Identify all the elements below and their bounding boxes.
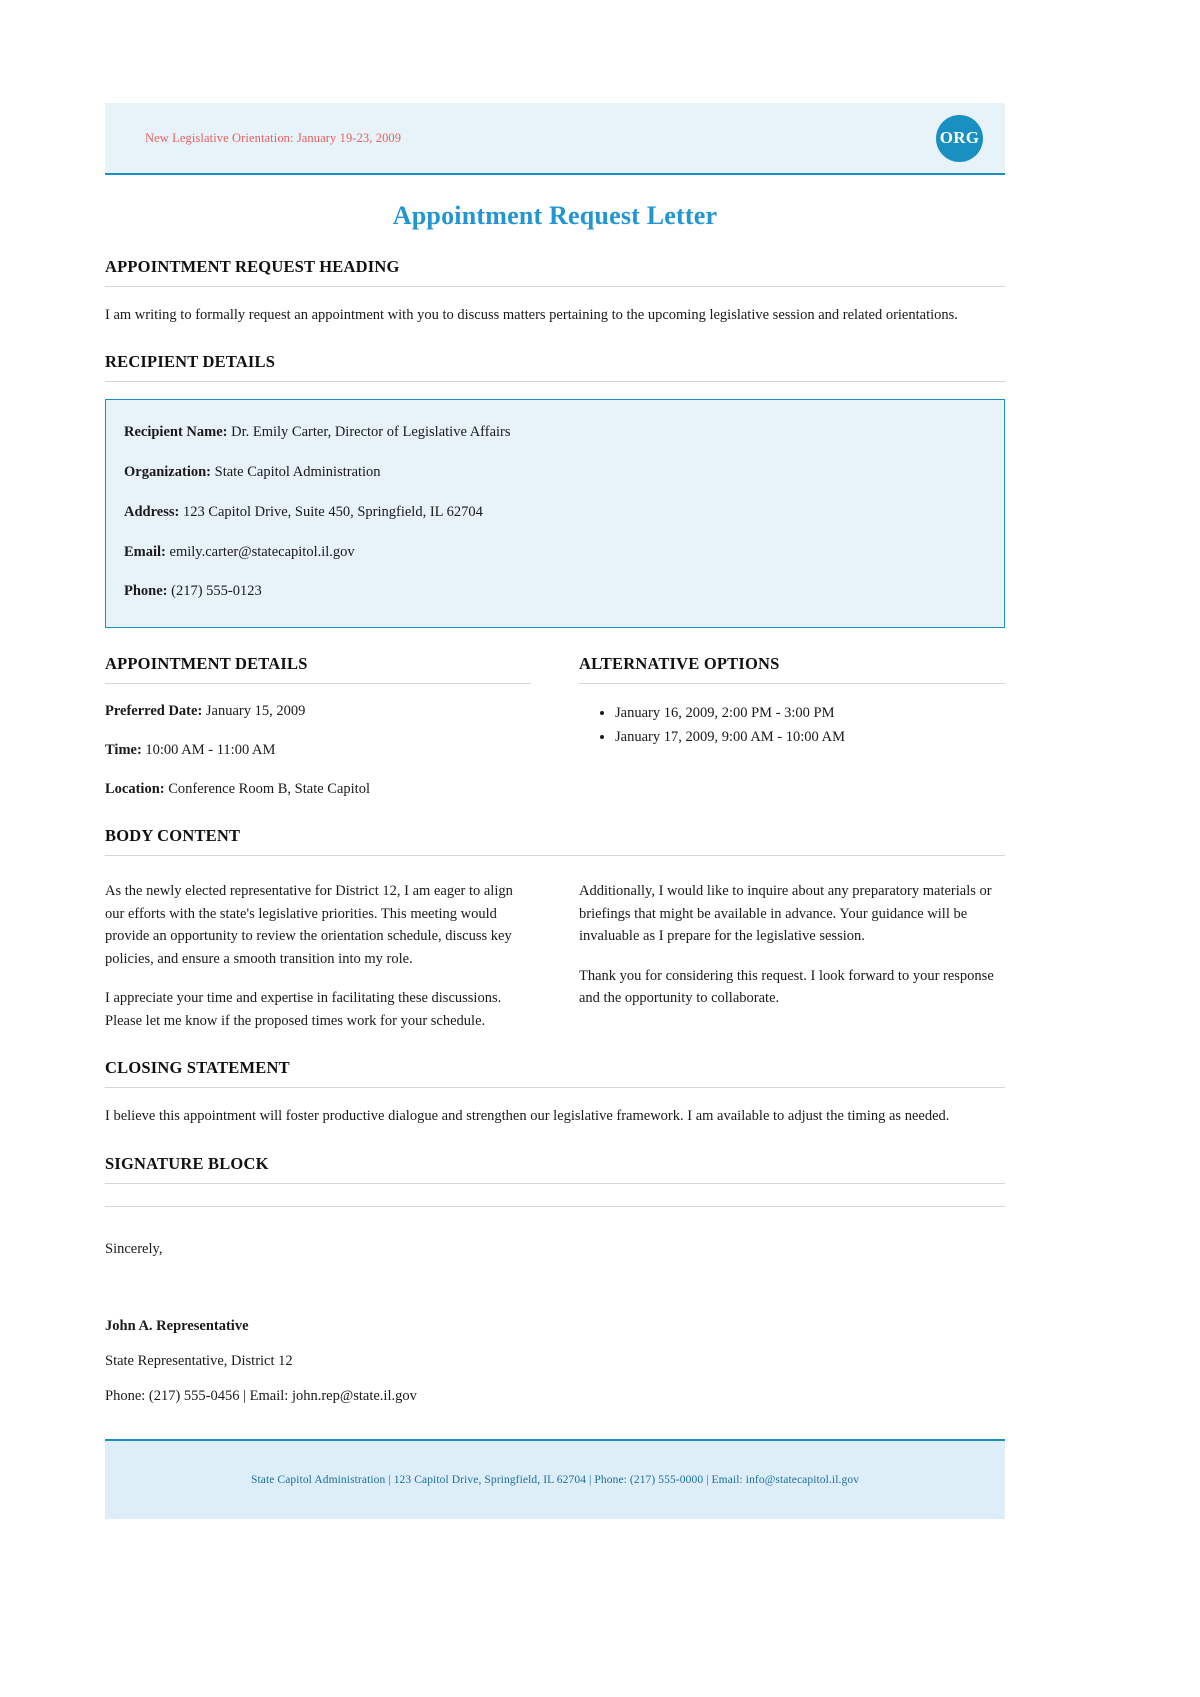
appointment-field-label: Preferred Date:: [105, 703, 203, 720]
body-columns: [105, 880, 1005, 1032]
appointment-field-row: [105, 701, 531, 723]
recipient-field-row: [124, 502, 986, 524]
recipient-field-row: [124, 462, 986, 484]
signature-salutation: Sincerely,: [105, 1240, 163, 1257]
list-item: • January 17, 2009, 9:00 AM - 10:00 AM: [615, 726, 1005, 749]
recipient-field-value: emily.carter@statecapitol.il.gov: [169, 543, 355, 560]
signature-contact: Phone: (217) 555-0456 | Email: john.rep@state.il.gov: [105, 1387, 417, 1404]
recipient-field-row: [124, 581, 986, 603]
appointment-field-value: 10:00 AM - 11:00 AM: [145, 741, 276, 758]
body-paragraph: Additionally, I would like to inquire about any preparatory materials or briefings that might be available in advance. Your guidance will be invaluable as I prepare for the legislative session.: [579, 883, 992, 945]
document-header-band: [105, 103, 1005, 175]
section-heading-request: APPOINTMENT REQUEST HEADING: [105, 257, 400, 276]
section-signature-block: [105, 1154, 1005, 1405]
section-heading-alternatives: ALTERNATIVE OPTIONS: [579, 654, 780, 674]
recipient-field-value: Dr. Emily Carter, Director of Legislative Affairs: [231, 424, 511, 441]
recipient-field-label: Recipient Name:: [124, 424, 228, 441]
alternative-options-list: [579, 702, 1005, 749]
appointment-field-value: Conference Room B, State Capitol: [168, 780, 370, 797]
body-left-column: [105, 880, 531, 1032]
request-intro-paragraph: I am writing to formally request an appointment with you to discuss matters pertaining to the upcoming legislative session and related orientations.: [105, 307, 958, 323]
section-divider: [579, 683, 1005, 684]
appointment-field-row: [105, 779, 531, 801]
recipient-field-label: Organization:: [124, 464, 211, 481]
section-closing-statement: [105, 1058, 1005, 1127]
section-alternative-options: [579, 654, 1005, 800]
section-appointment-details: [105, 654, 531, 800]
recipient-field-value: State Capitol Administration: [214, 464, 381, 481]
section-body-content: [105, 826, 1005, 1032]
body-paragraph: I appreciate your time and expertise in facilitating these discussions. Please let me know if the proposed times work for your schedule.: [105, 990, 502, 1029]
recipient-field-label: Phone:: [124, 583, 168, 600]
appointment-field-label: Time:: [105, 741, 142, 758]
appointment-field-label: Location:: [105, 780, 165, 797]
recipient-field-label: Email:: [124, 543, 166, 560]
section-heading-appointment: APPOINTMENT DETAILS: [105, 654, 308, 674]
recipient-field-row: [124, 542, 986, 564]
page-title: Appointment Request Letter: [392, 201, 718, 230]
section-divider: [105, 683, 531, 684]
footer-contact-text: State Capitol Administration | 123 Capitol Drive, Springfield, IL 62704 | Phone: (217) 555-0000 | Email: info@statecapitol.il.gov: [250, 1473, 860, 1486]
recipient-field-row: [124, 422, 986, 444]
section-heading-signature: SIGNATURE BLOCK: [105, 1153, 269, 1173]
section-divider: [105, 1183, 1005, 1184]
org-circle-logo-icon: ORG: [936, 115, 983, 162]
section-request-heading: [105, 257, 1005, 326]
closing-paragraph: I believe this appointment will foster productive dialogue and strengthen our legislative framework. I am available to adjust the timing as needed.: [105, 1108, 950, 1125]
body-right-column: [579, 880, 1005, 1032]
appointment-field-row: [105, 740, 531, 762]
recipient-field-value: 123 Capitol Drive, Suite 450, Springfield, IL 62704: [182, 503, 483, 520]
header-orientation-note: New Legislative Orientation: January 19-23, 2009: [145, 130, 402, 145]
details-options-row: [105, 654, 1005, 800]
section-heading-closing: CLOSING STATEMENT: [105, 1058, 290, 1078]
appointment-field-value: January 15, 2009: [205, 703, 306, 720]
signature-divider: [105, 1206, 1005, 1207]
body-paragraph: As the newly elected representative for District 12, I am eager to align our efforts with the state's legislative priorities. This meeting would provide an opportunity to review the orientation schedule, discuss key policies, and ensure a smooth transition into my role.: [105, 883, 513, 967]
recipient-field-value: (217) 555-0123: [171, 583, 262, 600]
recipient-info-box: [105, 399, 1005, 628]
section-heading-recipient: RECIPIENT DETAILS: [105, 352, 276, 372]
section-recipient-details: [105, 352, 1005, 628]
section-heading-body: BODY CONTENT: [105, 826, 241, 846]
document-footer-band: [105, 1439, 1005, 1519]
list-item: • January 16, 2009, 2:00 PM - 3:00 PM: [615, 702, 1005, 725]
section-divider: [105, 381, 1005, 382]
body-paragraph: Thank you for considering this request. I look forward to your response and the opportunity to collaborate.: [579, 967, 994, 1007]
signature-name: John A. Representative: [105, 1317, 249, 1334]
section-divider: [105, 286, 1005, 287]
document-content: [105, 103, 1005, 1519]
signature-role: State Representative, District 12: [105, 1352, 293, 1369]
section-divider: [105, 1087, 1005, 1088]
section-divider: [105, 855, 1005, 856]
recipient-field-label: Address:: [124, 503, 180, 520]
